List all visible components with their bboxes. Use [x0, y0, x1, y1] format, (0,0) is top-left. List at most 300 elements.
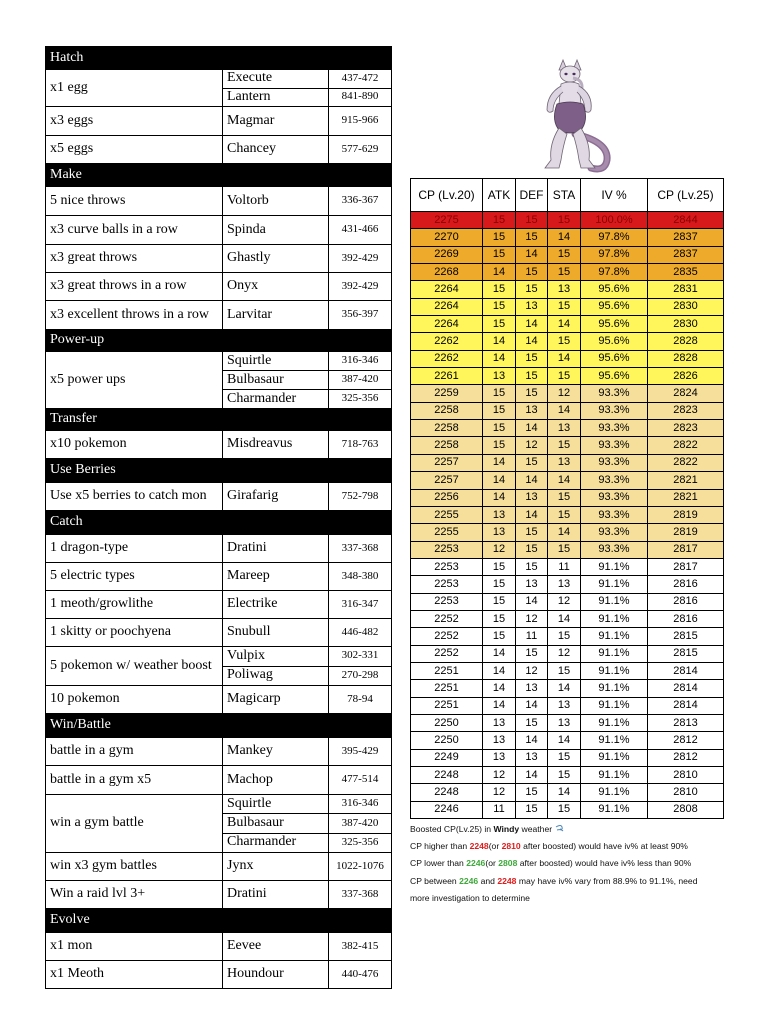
reward-pokemon-list: [223, 70, 329, 107]
def-cell: 14: [516, 593, 548, 610]
cp-lv25-cell: 2822: [648, 437, 724, 454]
sta-cell: 15: [548, 801, 581, 818]
table-row: [411, 212, 724, 229]
table-row: [411, 784, 724, 801]
table-row: [411, 558, 724, 575]
cp-lv25-cell: 2831: [648, 281, 724, 298]
atk-cell: 13: [483, 506, 516, 523]
sta-cell: 14: [548, 732, 581, 749]
reward-pokemon: Larvitar: [223, 301, 329, 330]
table-row: [411, 714, 724, 731]
task-row: [46, 738, 392, 766]
table-row: [411, 385, 724, 402]
cp-lv20-cell: 2258: [411, 420, 483, 437]
table-row: [411, 541, 724, 558]
cp-lv20-cell: 2251: [411, 680, 483, 697]
sta-cell: 13: [548, 576, 581, 593]
task-text: x5 eggs: [46, 136, 223, 164]
task-row: [46, 881, 392, 909]
table-row: [411, 298, 724, 315]
table-row: [411, 680, 724, 697]
cp-lv25-cell: 2810: [648, 784, 724, 801]
table-row: [411, 264, 724, 281]
cp-lv20-cell: 2268: [411, 264, 483, 281]
def-cell: 15: [516, 801, 548, 818]
note-text: Boosted CP(Lv.25) in: [410, 824, 494, 834]
cp-range: 316-347: [329, 591, 392, 619]
atk-cell: 15: [483, 628, 516, 645]
reward-pokemon: Magicarp: [223, 686, 329, 714]
def-cell: 15: [516, 645, 548, 662]
reward-pokemon: Machop: [223, 766, 329, 795]
iv-percent-cell: 93.3%: [581, 402, 648, 419]
table-row: [411, 489, 724, 506]
task-text: win x3 gym battles: [46, 853, 223, 881]
sta-cell: 12: [548, 645, 581, 662]
def-cell: 14: [516, 316, 548, 333]
def-cell: 13: [516, 576, 548, 593]
cp-lv20-cell: 2258: [411, 437, 483, 454]
cp-lv25-cell: 2830: [648, 316, 724, 333]
sta-cell: 14: [548, 472, 581, 489]
task-row: [46, 70, 392, 107]
iv-percent-cell: 93.3%: [581, 472, 648, 489]
sta-cell: 15: [548, 212, 581, 229]
cp-lv25-cell: 2830: [648, 298, 724, 315]
sta-cell: 15: [548, 298, 581, 315]
table-row: [411, 628, 724, 645]
cp-range: 395-429: [329, 738, 392, 766]
cp-lv20-cell: 2264: [411, 316, 483, 333]
atk-cell: 13: [483, 714, 516, 731]
section-title: Evolve: [46, 909, 392, 933]
iv-percent-cell: 95.6%: [581, 368, 648, 385]
section-title: Transfer: [46, 409, 392, 431]
task-row: [46, 686, 392, 714]
def-cell: 14: [516, 420, 548, 437]
task-text: 1 dragon-type: [46, 535, 223, 563]
task-row: [46, 933, 392, 961]
iv-percent-cell: 91.1%: [581, 593, 648, 610]
atk-cell: 15: [483, 593, 516, 610]
cp-range: 392-429: [329, 245, 392, 273]
atk-cell: 15: [483, 246, 516, 263]
note-line-weather: [410, 821, 740, 838]
iv-percent-cell: 91.1%: [581, 749, 648, 766]
atk-cell: 12: [483, 767, 516, 784]
sta-cell: 13: [548, 714, 581, 731]
sta-cell: 14: [548, 316, 581, 333]
cp-lv20-cell: 2251: [411, 662, 483, 679]
note-line-between: [410, 873, 740, 890]
atk-cell: 15: [483, 558, 516, 575]
sta-cell: 15: [548, 489, 581, 506]
def-cell: 12: [516, 662, 548, 679]
cp-lv20-cell: 2253: [411, 541, 483, 558]
cp-value-green: 2246: [466, 858, 486, 869]
task-text: x3 excellent throws in a row: [46, 301, 223, 330]
cp-range: 337-368: [329, 535, 392, 563]
cp-lv25-cell: 2837: [648, 229, 724, 246]
table-header-row: [411, 179, 724, 212]
reward-pokemon: Poliwag: [227, 667, 273, 683]
task-text: x3 great throws in a row: [46, 273, 223, 301]
sta-cell: 15: [548, 437, 581, 454]
note-text: (or: [488, 841, 502, 852]
atk-cell: 13: [483, 368, 516, 385]
cp-lv20-cell: 2257: [411, 472, 483, 489]
cp-value-green: 2808: [498, 858, 518, 869]
task-text: x1 Meoth: [46, 961, 223, 989]
cp-range: 446-482: [329, 619, 392, 647]
atk-cell: 15: [483, 610, 516, 627]
note-text: after boosted) would have iv% less than 90%: [517, 858, 692, 869]
reward-pokemon-list: [223, 352, 329, 409]
atk-cell: 14: [483, 333, 516, 350]
sta-cell: 12: [548, 593, 581, 610]
sta-cell: 11: [548, 558, 581, 575]
iv-percent-cell: 93.3%: [581, 437, 648, 454]
iv-percent-cell: 93.3%: [581, 385, 648, 402]
reward-pokemon: Squirtle: [223, 795, 328, 814]
reward-pokemon: Charmander: [227, 834, 297, 850]
cp-lv20-cell: 2258: [411, 402, 483, 419]
cp-range-list: [329, 70, 392, 107]
table-row: [411, 316, 724, 333]
atk-cell: 14: [483, 489, 516, 506]
task-row: [46, 187, 392, 216]
iv-percent-cell: 93.3%: [581, 454, 648, 471]
reward-pokemon: Snubull: [223, 619, 329, 647]
cp-lv20-cell: 2249: [411, 749, 483, 766]
iv-percent-cell: 91.1%: [581, 732, 648, 749]
cp-range: 841-890: [341, 90, 379, 103]
note-text: CP lower than: [410, 858, 467, 869]
table-row: [411, 229, 724, 246]
iv-percent-cell: 91.1%: [581, 714, 648, 731]
cp-lv25-cell: 2814: [648, 680, 724, 697]
iv-percent-cell: 95.6%: [581, 298, 648, 315]
reward-pokemon: Jynx: [223, 853, 329, 881]
sta-cell: 15: [548, 767, 581, 784]
table-row: [411, 246, 724, 263]
def-cell: 13: [516, 489, 548, 506]
def-cell: 15: [516, 714, 548, 731]
task-text: 1 meoth/growlithe: [46, 591, 223, 619]
atk-cell: 14: [483, 454, 516, 471]
iv-percent-cell: 91.1%: [581, 645, 648, 662]
cp-lv20-cell: 2253: [411, 593, 483, 610]
atk-cell: 15: [483, 316, 516, 333]
cp-lv25-cell: 2808: [648, 801, 724, 818]
table-row: [411, 645, 724, 662]
cp-lv20-cell: 2259: [411, 385, 483, 402]
table-row: [411, 420, 724, 437]
def-cell: 14: [516, 472, 548, 489]
cp-lv25-cell: 2823: [648, 420, 724, 437]
cp-range: 336-367: [329, 187, 392, 216]
cp-lv20-cell: 2264: [411, 298, 483, 315]
iv-percent-cell: 91.1%: [581, 628, 648, 645]
task-text: x3 great throws: [46, 245, 223, 273]
cp-lv20-cell: 2275: [411, 212, 483, 229]
cp-range: 718-763: [329, 431, 392, 459]
atk-cell: 13: [483, 749, 516, 766]
cp-lv25-cell: 2821: [648, 472, 724, 489]
atk-cell: 11: [483, 801, 516, 818]
section-header: [46, 330, 392, 352]
task-text: battle in a gym: [46, 738, 223, 766]
table-row: [411, 767, 724, 784]
note-line-higher: [410, 838, 740, 855]
task-text: win a gym battle: [46, 795, 223, 853]
reward-pokemon: Spinda: [223, 216, 329, 245]
table-row: [411, 749, 724, 766]
task-text: battle in a gym x5: [46, 766, 223, 795]
def-cell: 15: [516, 454, 548, 471]
atk-cell: 14: [483, 662, 516, 679]
def-cell: 12: [516, 610, 548, 627]
iv-percent-cell: 95.6%: [581, 316, 648, 333]
task-row: [46, 563, 392, 591]
task-row: [46, 136, 392, 164]
reward-pokemon: Electrike: [223, 591, 329, 619]
task-text: 5 nice throws: [46, 187, 223, 216]
header-cp-lv25: CP (Lv.25): [648, 179, 724, 212]
cp-range: 477-514: [329, 766, 392, 795]
section-header: [46, 909, 392, 933]
note-line-lower: [410, 855, 740, 872]
section-header: [46, 409, 392, 431]
task-row: [46, 245, 392, 273]
task-row: [46, 591, 392, 619]
sta-cell: 13: [548, 281, 581, 298]
atk-cell: 15: [483, 576, 516, 593]
cp-lv20-cell: 2255: [411, 506, 483, 523]
task-text: x1 egg: [46, 70, 223, 107]
table-row: [411, 610, 724, 627]
reward-pokemon-list: [223, 795, 329, 853]
iv-percent-cell: 100.0%: [581, 212, 648, 229]
cp-lv25-cell: 2828: [648, 333, 724, 350]
task-text: 5 electric types: [46, 563, 223, 591]
header-cp-lv20: CP (Lv.20): [411, 179, 483, 212]
def-cell: 13: [516, 298, 548, 315]
sta-cell: 15: [548, 506, 581, 523]
atk-cell: 14: [483, 472, 516, 489]
atk-cell: 13: [483, 732, 516, 749]
table-row: [411, 801, 724, 818]
cp-lv20-cell: 2253: [411, 576, 483, 593]
section-title: Hatch: [46, 47, 392, 70]
atk-cell: 12: [483, 541, 516, 558]
cp-lv25-cell: 2819: [648, 524, 724, 541]
cp-range-list: [329, 795, 392, 853]
cp-lv25-cell: 2814: [648, 662, 724, 679]
note-text: and: [478, 875, 498, 886]
cp-lv25-cell: 2815: [648, 628, 724, 645]
task-text: 5 pokemon w/ weather boost: [46, 647, 223, 686]
task-row: [46, 961, 392, 989]
task-row: [46, 431, 392, 459]
cp-range: 316-346: [329, 352, 391, 371]
cp-lv20-cell: 2250: [411, 714, 483, 731]
task-row: [46, 107, 392, 136]
section-title: Win/Battle: [46, 714, 392, 738]
cp-lv20-cell: 2269: [411, 246, 483, 263]
cp-lv20-cell: 2256: [411, 489, 483, 506]
cp-range: 316-346: [329, 795, 391, 814]
section-header: [46, 714, 392, 738]
iv-percent-cell: 97.8%: [581, 246, 648, 263]
weather-name: Windy: [493, 824, 520, 834]
section-header: [46, 164, 392, 187]
cp-lv25-cell: 2835: [648, 264, 724, 281]
cp-value-green: 2246: [459, 875, 479, 886]
atk-cell: 14: [483, 697, 516, 714]
reward-pokemon: Houndour: [223, 961, 329, 989]
table-row: [411, 368, 724, 385]
cp-lv25-cell: 2813: [648, 714, 724, 731]
cp-lv25-cell: 2816: [648, 576, 724, 593]
cp-range: 356-397: [329, 301, 392, 330]
reward-pokemon: Voltorb: [223, 187, 329, 216]
note-text: CP between: [410, 875, 460, 886]
sta-cell: 14: [548, 402, 581, 419]
iv-percent-cell: 91.1%: [581, 558, 648, 575]
reward-pokemon: Eevee: [223, 933, 329, 961]
sta-cell: 14: [548, 680, 581, 697]
sta-cell: 15: [548, 749, 581, 766]
cp-lv25-cell: 2828: [648, 350, 724, 367]
def-cell: 14: [516, 697, 548, 714]
cp-range: 392-429: [329, 273, 392, 301]
cp-range: 752-798: [329, 483, 392, 511]
atk-cell: 15: [483, 298, 516, 315]
mewtwo-iv-cp-table: [410, 178, 724, 819]
def-cell: 13: [516, 402, 548, 419]
cp-lv20-cell: 2248: [411, 784, 483, 801]
atk-cell: 15: [483, 229, 516, 246]
reward-pokemon: Dratini: [223, 535, 329, 563]
cp-range: 270-298: [341, 668, 379, 681]
sta-cell: 15: [548, 628, 581, 645]
reward-pokemon: Magmar: [223, 107, 329, 136]
atk-cell: 14: [483, 350, 516, 367]
task-row: [46, 535, 392, 563]
iv-percent-cell: 91.1%: [581, 610, 648, 627]
reward-pokemon: Lantern: [227, 88, 271, 104]
cp-range: 78-94: [329, 686, 392, 714]
cp-range: 440-476: [329, 961, 392, 989]
cp-lv20-cell: 2250: [411, 732, 483, 749]
atk-cell: 15: [483, 385, 516, 402]
header-atk: ATK: [483, 179, 516, 212]
note-text: may have iv% vary from 88.9% to 91.1%, need: [516, 875, 698, 886]
def-cell: 15: [516, 524, 548, 541]
sta-cell: 15: [548, 368, 581, 385]
table-row: [411, 454, 724, 471]
cp-value-red: 2248: [469, 841, 489, 852]
task-row: [46, 301, 392, 330]
cp-lv25-cell: 2817: [648, 558, 724, 575]
sta-cell: 15: [548, 541, 581, 558]
cp-lv25-cell: 2817: [648, 541, 724, 558]
cp-lv25-cell: 2819: [648, 506, 724, 523]
cp-lv20-cell: 2246: [411, 801, 483, 818]
cp-range-list: [329, 352, 392, 409]
cp-lv25-cell: 2815: [648, 645, 724, 662]
cp-lv20-cell: 2262: [411, 350, 483, 367]
cp-lv20-cell: 2252: [411, 628, 483, 645]
task-row: [46, 647, 392, 686]
table-row: [411, 732, 724, 749]
atk-cell: 15: [483, 281, 516, 298]
mewtwo-image: [505, 56, 623, 176]
cp-lv20-cell: 2252: [411, 645, 483, 662]
table-row: [411, 506, 724, 523]
atk-cell: 14: [483, 680, 516, 697]
sta-cell: 13: [548, 454, 581, 471]
atk-cell: 15: [483, 420, 516, 437]
cp-lv25-cell: 2824: [648, 385, 724, 402]
task-text: 1 skitty or poochyena: [46, 619, 223, 647]
table-row: [411, 524, 724, 541]
table-row: [411, 593, 724, 610]
note-text: weather: [519, 824, 553, 834]
notes: [410, 821, 740, 907]
def-cell: 15: [516, 212, 548, 229]
note-text: (or: [485, 858, 499, 869]
def-cell: 14: [516, 246, 548, 263]
cp-range-list: [329, 647, 392, 686]
iv-percent-cell: 93.3%: [581, 420, 648, 437]
def-cell: 15: [516, 281, 548, 298]
note-text: CP higher than: [410, 841, 470, 852]
reward-pokemon: Ghastly: [223, 245, 329, 273]
sta-cell: 14: [548, 524, 581, 541]
atk-cell: 14: [483, 645, 516, 662]
cp-lv25-cell: 2844: [648, 212, 724, 229]
task-row: [46, 766, 392, 795]
reward-pokemon: Bulbasaur: [223, 371, 328, 390]
cp-lv20-cell: 2264: [411, 281, 483, 298]
sta-cell: 14: [548, 610, 581, 627]
iv-percent-cell: 91.1%: [581, 576, 648, 593]
cp-lv25-cell: 2822: [648, 454, 724, 471]
cp-lv25-cell: 2826: [648, 368, 724, 385]
iv-percent-cell: 91.1%: [581, 680, 648, 697]
task-text: x1 mon: [46, 933, 223, 961]
cp-range: 437-472: [329, 70, 391, 89]
wind-icon: [555, 823, 565, 833]
iv-percent-cell: 91.1%: [581, 697, 648, 714]
section-title: Power-up: [46, 330, 392, 352]
reward-pokemon: Girafarig: [223, 483, 329, 511]
reward-pokemon: Onyx: [223, 273, 329, 301]
sta-cell: 15: [548, 333, 581, 350]
cp-lv25-cell: 2812: [648, 749, 724, 766]
field-research-table: [45, 46, 392, 989]
cp-range: 431-466: [329, 216, 392, 245]
sta-cell: 12: [548, 385, 581, 402]
task-row: [46, 273, 392, 301]
task-row: [46, 619, 392, 647]
def-cell: 11: [516, 628, 548, 645]
def-cell: 14: [516, 333, 548, 350]
header-def: DEF: [516, 179, 548, 212]
def-cell: 14: [516, 767, 548, 784]
